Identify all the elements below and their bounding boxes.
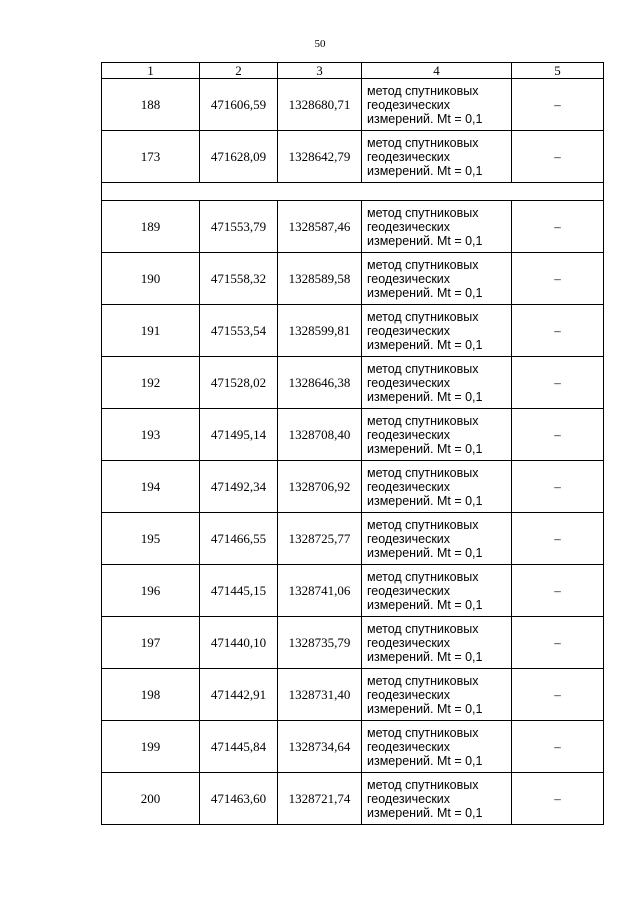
method-cell (362, 669, 512, 721)
point-number-cell: 200 (102, 773, 200, 825)
method-line: геодезических (367, 375, 451, 390)
header-cell: 4 (362, 63, 512, 79)
method-cell (362, 617, 512, 669)
coordinates-table (101, 62, 604, 825)
method-line: метод спутниковых (367, 361, 479, 376)
x-coordinate-cell: 471445,84 (200, 721, 278, 773)
method-line: геодезических (367, 219, 451, 234)
method-line: метод спутниковых (367, 517, 479, 532)
method-cell (362, 305, 512, 357)
table-row (102, 253, 604, 305)
y-coordinate-cell: 1328680,71 (278, 79, 362, 131)
table-row (102, 565, 604, 617)
point-number-cell: 193 (102, 409, 200, 461)
method-line: геодезических (367, 791, 451, 806)
method-cell (362, 79, 512, 131)
table-row (102, 669, 604, 721)
method-line: метод спутниковых (367, 725, 479, 740)
point-number-cell: 196 (102, 565, 200, 617)
point-number-cell: 197 (102, 617, 200, 669)
method-line: геодезических (367, 531, 451, 546)
point-number-cell: 199 (102, 721, 200, 773)
note-cell: – (512, 773, 604, 825)
y-coordinate-cell: 1328721,74 (278, 773, 362, 825)
method-line: измерений. Mt = 0,1 (367, 649, 483, 664)
method-line: измерений. Mt = 0,1 (367, 441, 483, 456)
point-number-cell: 191 (102, 305, 200, 357)
note-cell: – (512, 513, 604, 565)
table-row (102, 513, 604, 565)
method-line: геодезических (367, 583, 451, 598)
method-line: геодезических (367, 149, 451, 164)
y-coordinate-cell: 1328731,40 (278, 669, 362, 721)
header-cell: 5 (512, 63, 604, 79)
y-coordinate-cell: 1328706,92 (278, 461, 362, 513)
method-line: метод спутниковых (367, 777, 479, 792)
table-row (102, 461, 604, 513)
method-line: метод спутниковых (367, 465, 479, 480)
y-coordinate-cell: 1328589,58 (278, 253, 362, 305)
method-line: измерений. Mt = 0,1 (367, 163, 483, 178)
table-row (102, 201, 604, 253)
method-line: измерений. Mt = 0,1 (367, 701, 483, 716)
x-coordinate-cell: 471445,15 (200, 565, 278, 617)
note-cell: – (512, 617, 604, 669)
x-coordinate-cell: 471628,09 (200, 131, 278, 183)
method-line: метод спутниковых (367, 205, 479, 220)
method-cell (362, 773, 512, 825)
method-line: геодезических (367, 479, 451, 494)
method-line: геодезических (367, 97, 451, 112)
note-cell: – (512, 305, 604, 357)
note-cell: – (512, 201, 604, 253)
method-cell (362, 253, 512, 305)
header-cell: 1 (102, 63, 200, 79)
point-number-cell: 173 (102, 131, 200, 183)
note-cell: – (512, 357, 604, 409)
header-cell: 3 (278, 63, 362, 79)
method-line: измерений. Mt = 0,1 (367, 389, 483, 404)
x-coordinate-cell: 471606,59 (200, 79, 278, 131)
method-line: измерений. Mt = 0,1 (367, 805, 483, 820)
x-coordinate-cell: 471528,02 (200, 357, 278, 409)
point-number-cell: 188 (102, 79, 200, 131)
table-row (102, 409, 604, 461)
method-line: метод спутниковых (367, 569, 479, 584)
x-coordinate-cell: 471553,79 (200, 201, 278, 253)
header-cell: 2 (200, 63, 278, 79)
x-coordinate-cell: 471466,55 (200, 513, 278, 565)
table-row (102, 79, 604, 131)
method-line: измерений. Mt = 0,1 (367, 597, 483, 612)
method-line: метод спутниковых (367, 673, 479, 688)
method-line: измерений. Mt = 0,1 (367, 233, 483, 248)
table-row (102, 617, 604, 669)
method-line: геодезических (367, 739, 451, 754)
table-row (102, 773, 604, 825)
table-header-row (102, 63, 604, 79)
method-line: измерений. Mt = 0,1 (367, 493, 483, 508)
table-row (102, 357, 604, 409)
note-cell: – (512, 461, 604, 513)
x-coordinate-cell: 471442,91 (200, 669, 278, 721)
separator-cell (102, 183, 604, 201)
method-line: геодезических (367, 687, 451, 702)
note-cell: – (512, 565, 604, 617)
method-line: измерений. Mt = 0,1 (367, 337, 483, 352)
x-coordinate-cell: 471495,14 (200, 409, 278, 461)
point-number-cell: 195 (102, 513, 200, 565)
point-number-cell: 194 (102, 461, 200, 513)
method-line: измерений. Mt = 0,1 (367, 285, 483, 300)
method-cell (362, 461, 512, 513)
y-coordinate-cell: 1328734,64 (278, 721, 362, 773)
table-row (102, 131, 604, 183)
point-number-cell: 192 (102, 357, 200, 409)
separator-row (102, 183, 604, 201)
method-line: метод спутниковых (367, 83, 479, 98)
method-line: метод спутниковых (367, 309, 479, 324)
y-coordinate-cell: 1328599,81 (278, 305, 362, 357)
method-line: метод спутниковых (367, 413, 479, 428)
x-coordinate-cell: 471463,60 (200, 773, 278, 825)
method-line: геодезических (367, 323, 451, 338)
method-line: метод спутниковых (367, 135, 479, 150)
point-number-cell: 190 (102, 253, 200, 305)
y-coordinate-cell: 1328735,79 (278, 617, 362, 669)
note-cell: – (512, 669, 604, 721)
method-cell (362, 565, 512, 617)
x-coordinate-cell: 471440,10 (200, 617, 278, 669)
method-line: измерений. Mt = 0,1 (367, 111, 483, 126)
method-line: метод спутниковых (367, 621, 479, 636)
note-cell: – (512, 131, 604, 183)
x-coordinate-cell: 471553,54 (200, 305, 278, 357)
y-coordinate-cell: 1328587,46 (278, 201, 362, 253)
point-number-cell: 189 (102, 201, 200, 253)
y-coordinate-cell: 1328708,40 (278, 409, 362, 461)
method-line: геодезических (367, 427, 451, 442)
table-row (102, 721, 604, 773)
point-number-cell: 198 (102, 669, 200, 721)
method-cell (362, 131, 512, 183)
method-cell (362, 201, 512, 253)
method-cell (362, 721, 512, 773)
x-coordinate-cell: 471558,32 (200, 253, 278, 305)
method-cell (362, 357, 512, 409)
x-coordinate-cell: 471492,34 (200, 461, 278, 513)
table-row (102, 305, 604, 357)
method-line: метод спутниковых (367, 257, 479, 272)
method-line: измерений. Mt = 0,1 (367, 753, 483, 768)
method-cell (362, 513, 512, 565)
method-line: измерений. Mt = 0,1 (367, 545, 483, 560)
y-coordinate-cell: 1328741,06 (278, 565, 362, 617)
y-coordinate-cell: 1328642,79 (278, 131, 362, 183)
note-cell: – (512, 79, 604, 131)
y-coordinate-cell: 1328725,77 (278, 513, 362, 565)
method-line: геодезических (367, 271, 451, 286)
method-line: геодезических (367, 635, 451, 650)
page-number: 50 (314, 38, 326, 50)
note-cell: – (512, 409, 604, 461)
y-coordinate-cell: 1328646,38 (278, 357, 362, 409)
note-cell: – (512, 721, 604, 773)
note-cell: – (512, 253, 604, 305)
method-cell (362, 409, 512, 461)
